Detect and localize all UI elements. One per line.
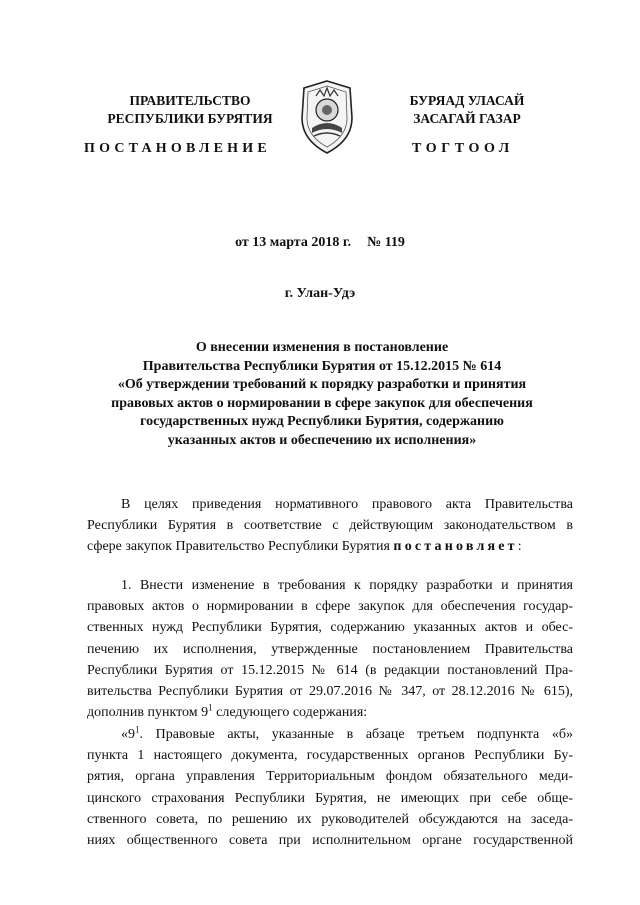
preamble-line: Республики Бурятия в соответствие с действующим законодательством в <box>87 518 573 534</box>
header-left-line-2: РЕСПУБЛИКИ БУРЯТИЯ <box>107 111 273 126</box>
item-1-line: вительства Республики Бурятия от 29.07.2016 № 347, от 28.12.2016 № 615), <box>87 684 573 700</box>
quote-line: ственного совета, по решению их руководителей обсуждаются на заседа- <box>87 811 573 827</box>
item-1-line: 1. Внести изменение в требования к порядку разработки и принятия <box>121 578 573 593</box>
decree-label-russian: ПОСТАНОВЛЕНИЕ <box>84 141 271 156</box>
header-left-line-1: ПРАВИТЕЛЬСТВО <box>129 93 251 108</box>
title-line: указанных актов и обеспечению их исполнения» <box>167 432 477 448</box>
quote-line-1 <box>87 724 573 745</box>
preamble-line: В целях приведения нормативного правового акта Правительства <box>121 497 573 512</box>
quote-line: цинского страхования Республики Бурятия, не имеющих при себе обще- <box>87 790 573 806</box>
decree-date: от 13 марта 2018 г. <box>235 235 352 250</box>
item-1-superscript: 1 <box>208 702 213 713</box>
quote-line: пункта 1 настоящего документа, государственных органов Республики Бу- <box>87 748 573 764</box>
quote-text-a: «9 <box>121 727 135 742</box>
item-1-line: ственных нужд Республики Бурятия, содержанию указанных актов и обес- <box>87 620 573 636</box>
quote-text-b: . Правовые акты, указанные в абзаце третьем подпункта «б» <box>139 727 573 742</box>
item-1-text-a: дополнив пунктом 9 <box>87 705 209 721</box>
title-line: «Об утверждении требований к порядку разработки и принятия <box>117 377 527 393</box>
header-right-line-1: БУРЯАД УЛАСАЙ <box>409 93 525 108</box>
quoted-item-paragraph <box>87 724 573 851</box>
item-1-text-b: следующего содержания: <box>212 705 368 721</box>
quote-line: рятия, органа управления Территориальным фондом обязательного меди- <box>87 769 573 785</box>
preamble-text: сфере закупок Правительство Республики Бурятия <box>87 539 394 555</box>
item-1-paragraph <box>87 575 573 723</box>
title-line: государственных нужд Республики Бурятия, содержанию <box>140 414 504 430</box>
item-1-line-7 <box>87 702 573 723</box>
item-1-line: правовых актов о нормировании в сфере закупок для обеспечения государ- <box>87 599 573 615</box>
title-line: правовых актов о нормировании в сфере закупок для обеспечения <box>111 395 533 411</box>
header-right-line-2: ЗАСАГАЙ ГАЗАР <box>413 111 521 126</box>
decree-label-buryat: ТОГТООЛ <box>412 141 514 156</box>
decree-number: № 119 <box>367 235 405 250</box>
decree-title <box>90 339 554 451</box>
coat-of-arms-icon <box>294 78 360 156</box>
item-1-line: печению их исполнения, утвержденные постановлением Правительства <box>87 641 573 657</box>
resolves-word: постановляет <box>393 539 518 555</box>
decree-city: г. Улан-Удэ <box>284 286 356 301</box>
title-line: Правительства Республики Бурятия от 15.12.2015 № 614 <box>142 358 502 374</box>
government-name-russian <box>100 92 280 128</box>
item-1-line: Республики Бурятия от 15.12.2015 № 614 (в редакции постановлений Пра- <box>87 662 573 678</box>
quote-line: ниях общественного совета при исполнительном органе государственной <box>87 833 573 849</box>
preamble-colon: : <box>517 539 522 555</box>
quote-superscript: 1 <box>135 724 140 735</box>
government-name-buryat <box>392 92 542 128</box>
preamble-paragraph <box>87 494 573 558</box>
decree-date-number <box>0 235 640 251</box>
title-line: О внесении изменения в постановление <box>195 340 449 355</box>
preamble-line-3 <box>87 536 573 557</box>
